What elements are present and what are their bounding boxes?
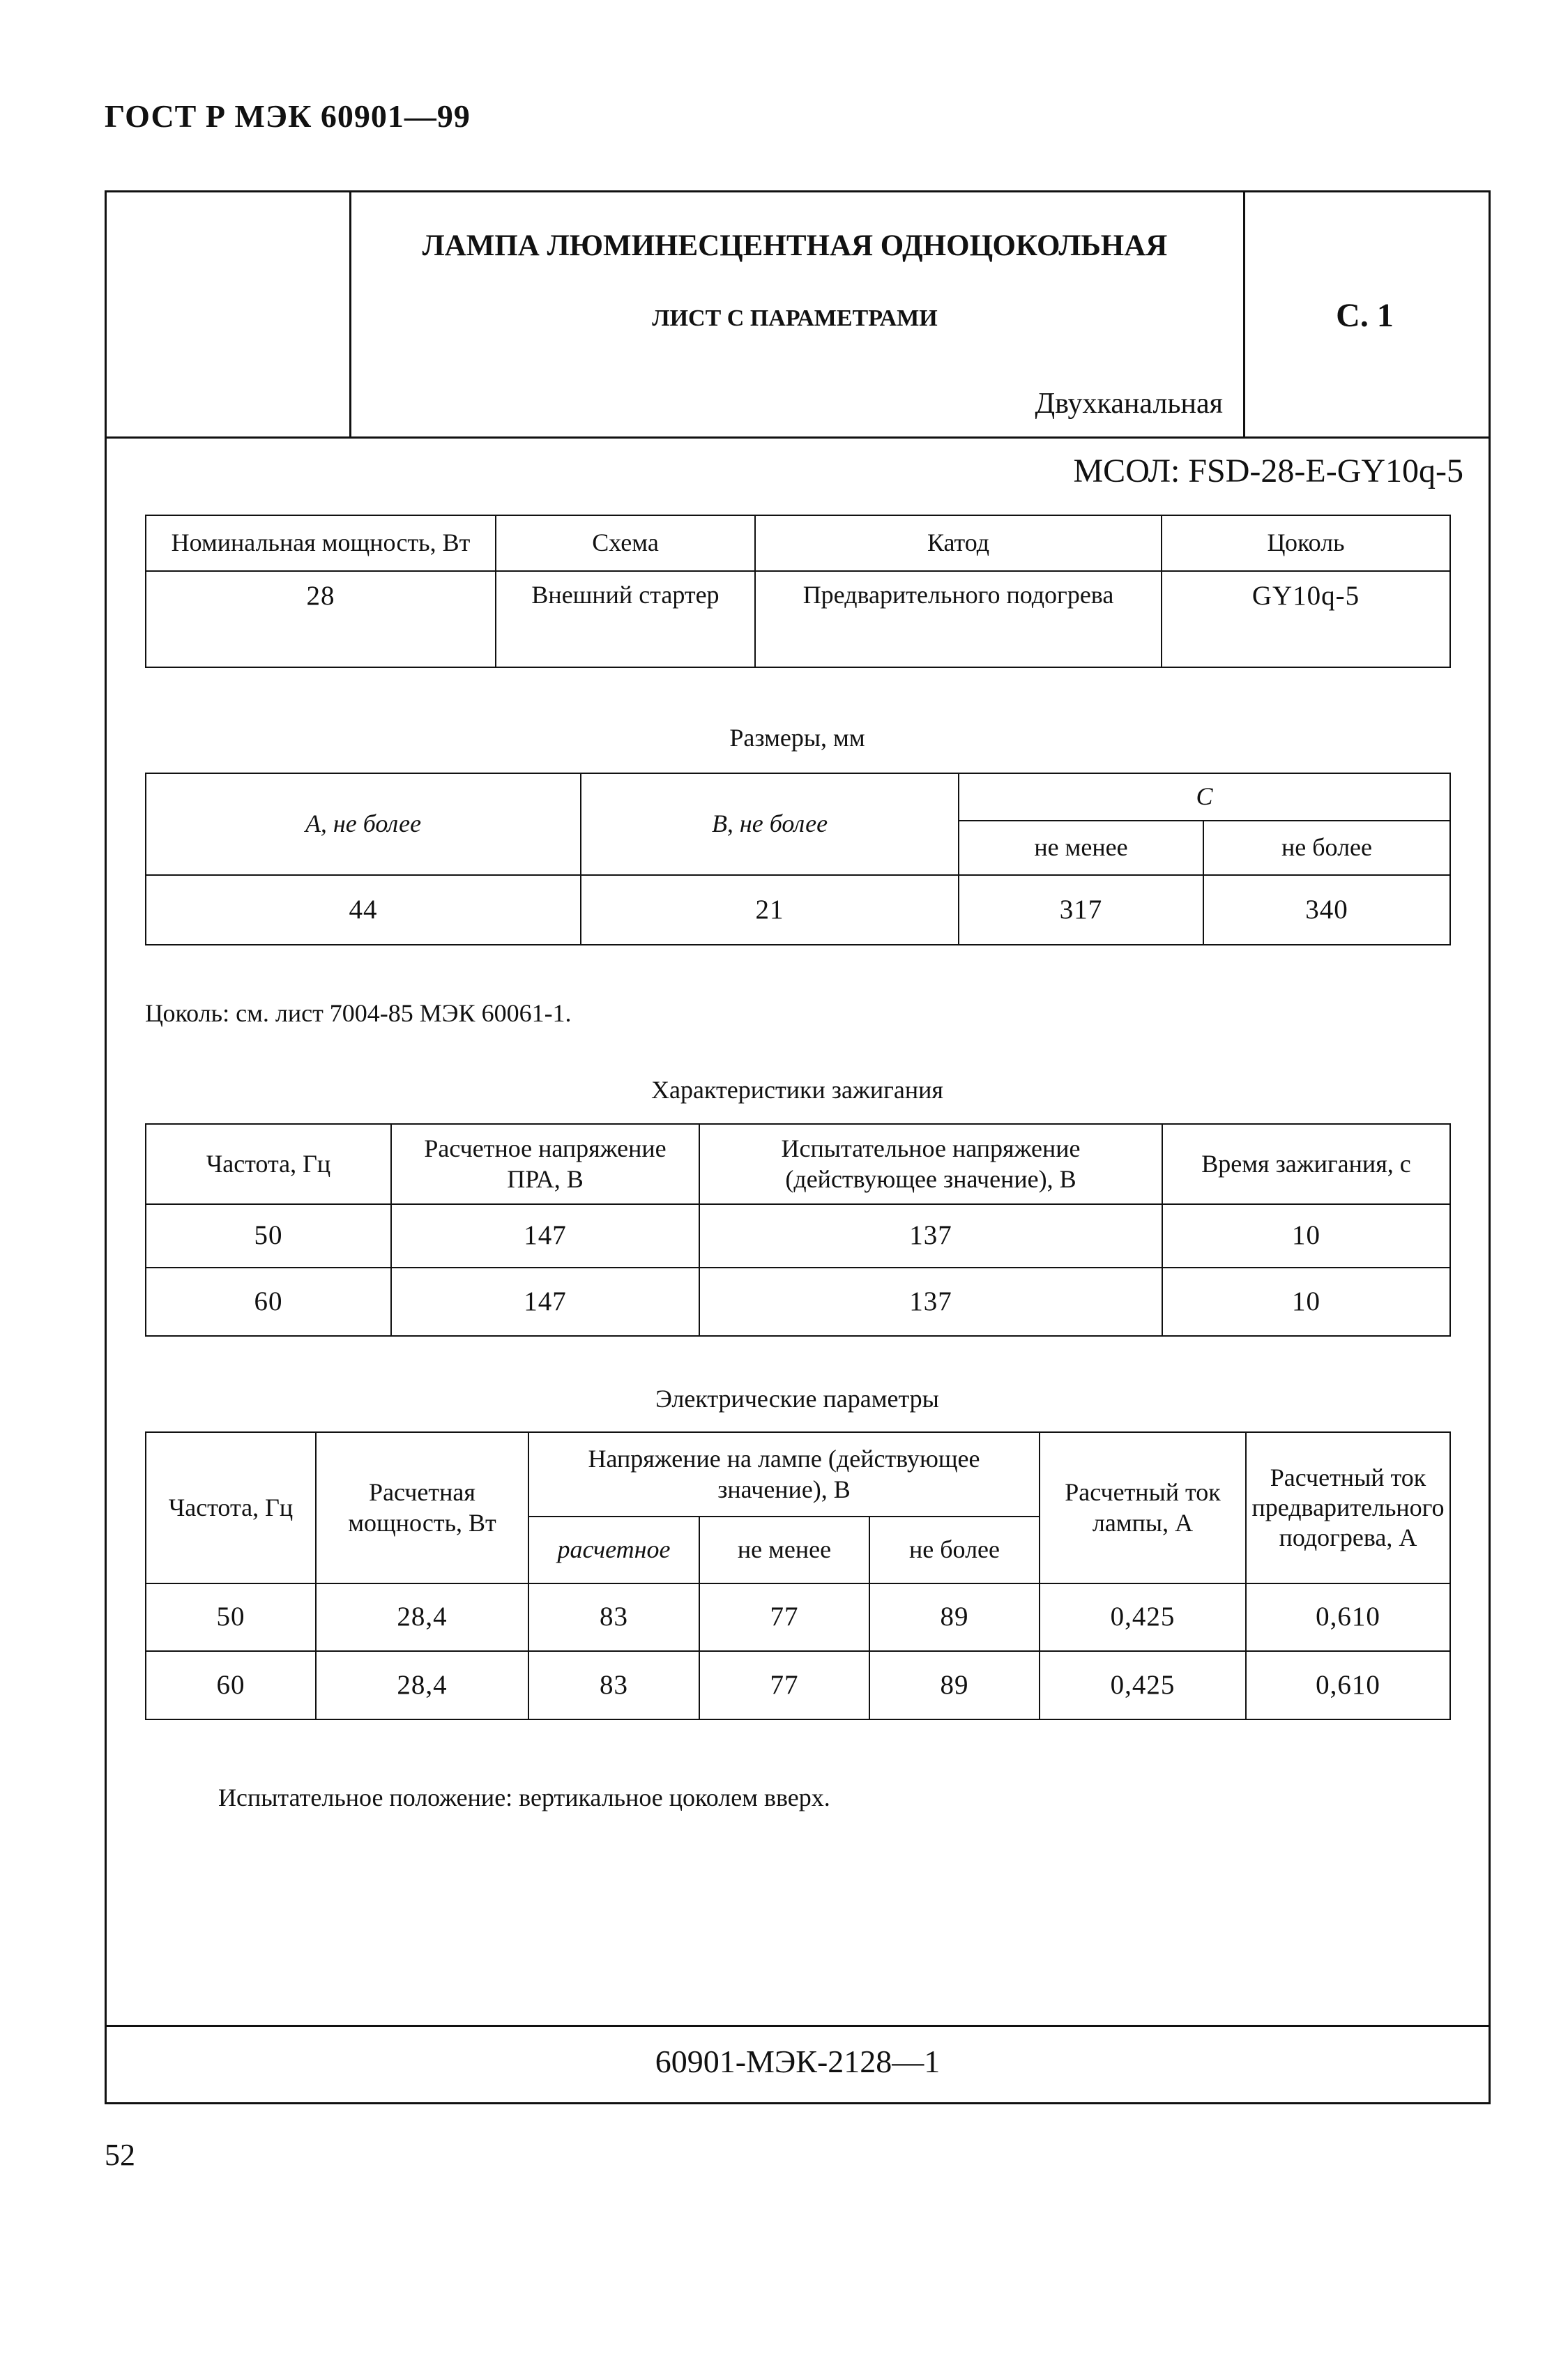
table-row <box>146 1651 1450 1719</box>
table-row <box>146 1204 1450 1268</box>
cell-base: GY10q-5 <box>1162 571 1450 667</box>
cell-preheat-current: 0,610 <box>1246 1583 1450 1651</box>
electrical-caption: Электрические параметры <box>655 1385 939 1413</box>
header-rated-power: Расчетная мощность, Вт <box>316 1432 528 1583</box>
cell-frequency: 50 <box>146 1204 391 1268</box>
cell-voltage-min: 77 <box>699 1651 869 1719</box>
test-position-note: Испытательное положение: вертикальное цоколем вверх. <box>218 1784 830 1811</box>
cell-rated-power: 28,4 <box>316 1583 528 1651</box>
table-row <box>146 1583 1450 1651</box>
ignition-table <box>145 1123 1451 1337</box>
cell-voltage-max: 89 <box>869 1651 1040 1719</box>
header-ignition-time: Время зажигания, с <box>1162 1124 1450 1204</box>
cell-voltage-rated: 83 <box>528 1651 699 1719</box>
header-dim-c-max: не более <box>1203 821 1450 875</box>
lamp-designation: МСОЛ: FSD-28-E-GY10q-5 <box>1073 453 1463 489</box>
document-header: ГОСТ Р МЭК 60901—99 <box>105 98 471 134</box>
header-preheat-current: Расчетный ток предварительного подогрева, А <box>1246 1432 1450 1583</box>
header-dim-a: A, не более <box>146 773 581 875</box>
cell-ignition-time: 10 <box>1162 1204 1450 1268</box>
cell-ignition-time: 10 <box>1162 1268 1450 1336</box>
sheet-title: ЛАМПА ЛЮМИНЕСЦЕНТНАЯ ОДНОЦОКОЛЬНАЯ <box>422 229 1168 262</box>
cell-frequency: 60 <box>146 1268 391 1336</box>
header-test-voltage: Испытательное напряжение (действующее значение), В <box>699 1124 1162 1204</box>
sheet-code: 60901-МЭК-2128—1 <box>655 2044 941 2079</box>
ignition-caption: Характеристики зажигания <box>651 1076 943 1104</box>
sheet-subtitle: ЛИСТ С ПАРАМЕТРАМИ <box>652 305 938 331</box>
table-header-row <box>146 515 1450 571</box>
cell-circuit: Внешний стартер <box>496 571 755 667</box>
table-row <box>146 875 1450 945</box>
table-header-row <box>146 1432 1450 1517</box>
header-ballast-voltage: Расчетное напряжение ПРА, В <box>391 1124 699 1204</box>
header-dim-c-min: не менее <box>959 821 1203 875</box>
page-number: 52 <box>105 2138 135 2172</box>
header-voltage-min: не менее <box>699 1517 869 1583</box>
main-parameters-table <box>145 515 1451 668</box>
footer-top-rule <box>107 2025 1489 2027</box>
cell-dim-c-max: 340 <box>1203 875 1450 945</box>
header-lamp-current: Расчетный ток лампы, А <box>1040 1432 1246 1583</box>
header-frequency: Частота, Гц <box>146 1432 316 1583</box>
header-lamp-voltage: Напряжение на лампе (действующее значение), В <box>528 1432 1040 1517</box>
header-dim-b: B, не более <box>581 773 959 875</box>
cell-ballast-voltage: 147 <box>391 1204 699 1268</box>
cell-voltage-min: 77 <box>699 1583 869 1651</box>
cell-rated-power: 28,4 <box>316 1651 528 1719</box>
cell-dim-b: 21 <box>581 875 959 945</box>
lamp-variant: Двухканальная <box>1035 388 1223 420</box>
dimensions-table <box>145 773 1451 945</box>
cell-dim-a: 44 <box>146 875 581 945</box>
cell-lamp-current: 0,425 <box>1040 1651 1246 1719</box>
table-row <box>146 571 1450 667</box>
title-bottom-rule <box>107 436 1489 439</box>
cell-frequency: 60 <box>146 1651 316 1719</box>
dimensions-caption: Размеры, мм <box>729 724 865 752</box>
table-row <box>146 1268 1450 1336</box>
header-nominal-power: Номинальная мощность, Вт <box>146 515 496 571</box>
table-header-row <box>146 1124 1450 1204</box>
table-header-row <box>146 773 1450 821</box>
cell-test-voltage: 137 <box>699 1268 1162 1336</box>
header-voltage-max: не более <box>869 1517 1040 1583</box>
cell-preheat-current: 0,610 <box>1246 1651 1450 1719</box>
cell-test-voltage: 137 <box>699 1204 1162 1268</box>
cell-cathode: Предварительного подогрева <box>755 571 1162 667</box>
sheet-number: С. 1 <box>1336 297 1394 334</box>
cell-lamp-current: 0,425 <box>1040 1583 1246 1651</box>
cell-voltage-rated: 83 <box>528 1583 699 1651</box>
header-dim-c: C <box>959 773 1450 821</box>
header-frequency: Частота, Гц <box>146 1124 391 1204</box>
electrical-table <box>145 1431 1451 1720</box>
base-reference-note: Цоколь: см. лист 7004-85 МЭК 60061-1. <box>145 999 572 1027</box>
cell-nominal-power: 28 <box>146 571 496 667</box>
cell-voltage-max: 89 <box>869 1583 1040 1651</box>
cell-frequency: 50 <box>146 1583 316 1651</box>
header-cathode: Катод <box>755 515 1162 571</box>
header-base: Цоколь <box>1162 515 1450 571</box>
cell-ballast-voltage: 147 <box>391 1268 699 1336</box>
cell-dim-c-min: 317 <box>959 875 1203 945</box>
header-circuit: Схема <box>496 515 755 571</box>
header-voltage-rated: расчетное <box>528 1517 699 1583</box>
